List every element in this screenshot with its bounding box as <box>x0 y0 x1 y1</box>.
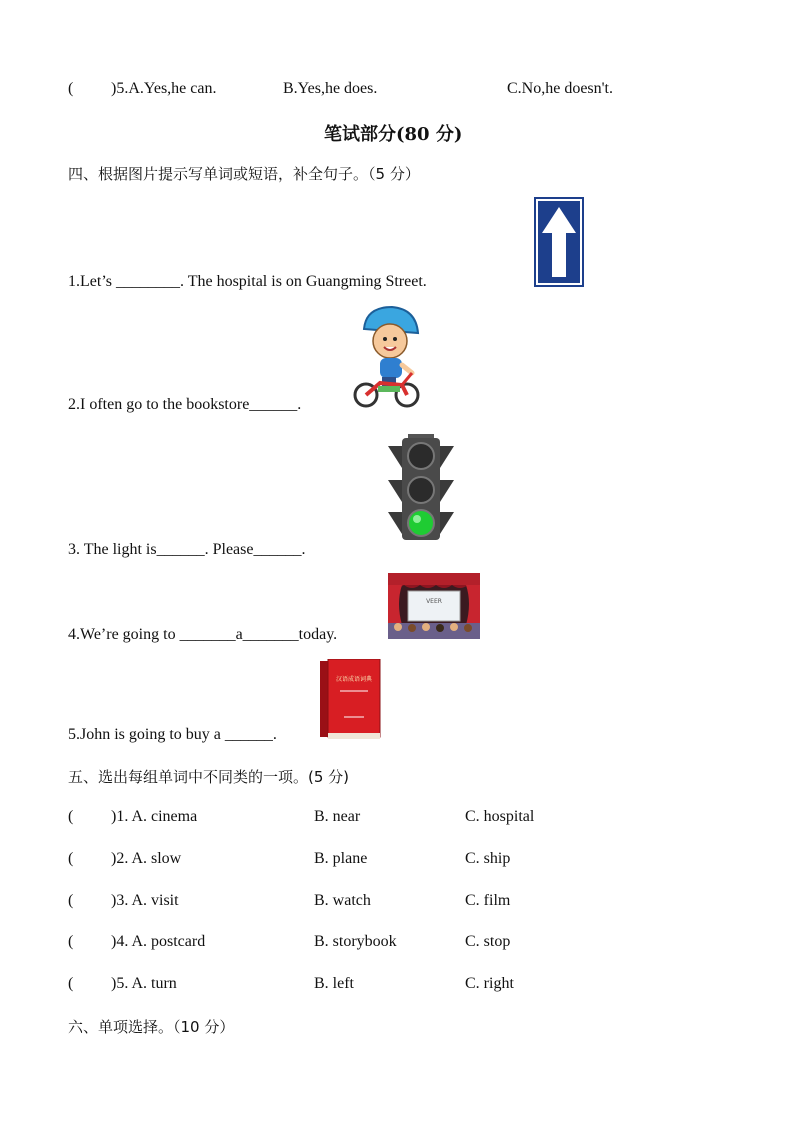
option-a: )5. A. turn <box>111 975 177 992</box>
fill-item-5: 5.John is going to buy a ______. <box>68 726 277 743</box>
go-straight-arrow-sign-icon <box>534 197 584 287</box>
answer-paren: ( <box>68 80 74 97</box>
red-dictionary-icon <box>320 659 382 739</box>
option-a: )2. A. slow <box>111 850 182 867</box>
option-c: C. film <box>465 892 511 909</box>
option-b: B. left <box>314 975 354 992</box>
boy-riding-bike-icon <box>350 303 420 409</box>
fill-item-3: 3. The light is______. Please______. <box>68 541 306 558</box>
option-a: )1. A. cinema <box>111 808 198 825</box>
option-a: )4. A. postcard <box>111 933 206 950</box>
section5-heading: 五、选出每组单词中不同类的一项。(5 分) <box>68 768 350 786</box>
written-part-title: 笔试部分(80 分) <box>324 124 463 145</box>
fill-item-2: 2.I often go to the bookstore______. <box>68 396 302 413</box>
green-traffic-light-icon <box>388 434 454 542</box>
option-b: B. storybook <box>314 933 397 950</box>
cinema-screen-icon <box>388 573 480 639</box>
fill-item-1: 1.Let’s ________. The hospital is on Guangming Street. <box>68 273 427 290</box>
answer-paren: ( <box>68 850 74 867</box>
option-a: )3. A. visit <box>111 892 179 909</box>
option-c: C. ship <box>465 850 511 867</box>
option-c: C. hospital <box>465 808 535 825</box>
option-c: C. right <box>465 975 514 992</box>
fill-item-4: 4.We’re going to _______a_______today. <box>68 626 338 643</box>
option-c: C.No,he doesn't. <box>507 80 613 97</box>
answer-paren: ( <box>68 933 74 950</box>
option-b: B. plane <box>314 850 368 867</box>
option-b: B. near <box>314 808 361 825</box>
question-label: )5.A.Yes,he can. <box>111 80 217 97</box>
dictionary-title-text: 汉语成语词典 <box>335 676 373 683</box>
answer-paren: ( <box>68 975 74 992</box>
answer-paren: ( <box>68 892 74 909</box>
option-b: B. watch <box>314 892 371 909</box>
option-b: B.Yes,he does. <box>283 80 378 97</box>
option-c: C. stop <box>465 933 511 950</box>
section6-heading: 六、单项选择。（10 分） <box>68 1018 235 1036</box>
cinema-screen-text: VEER <box>426 598 442 605</box>
section4-heading: 四、根据图片提示写单词或短语，补全句子。（5 分） <box>68 165 420 183</box>
answer-paren: ( <box>68 808 74 825</box>
